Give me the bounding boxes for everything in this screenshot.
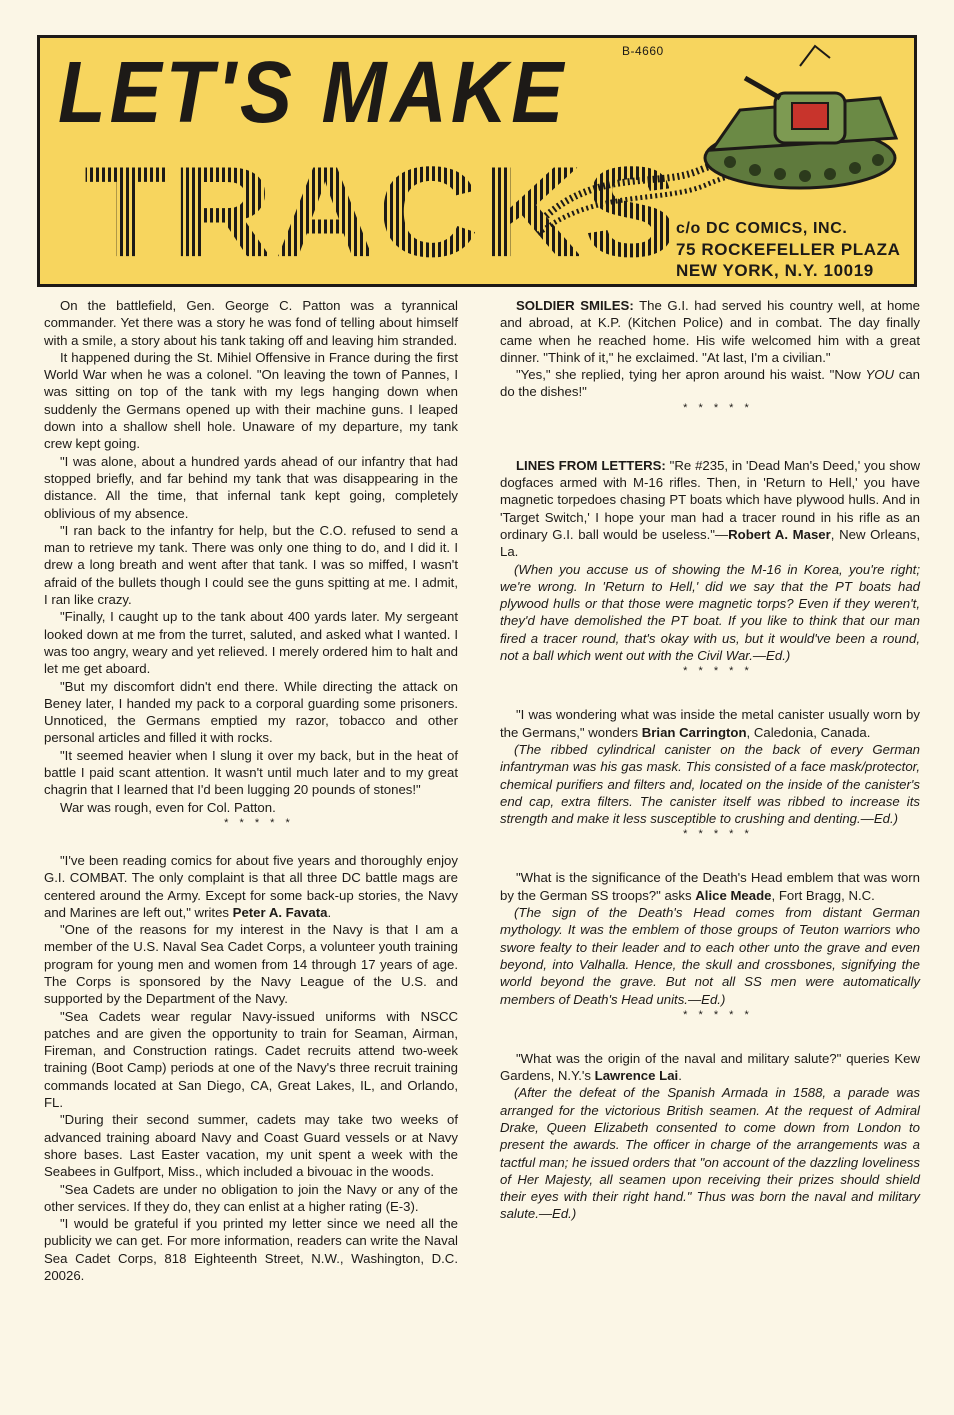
soldier-smiles: SOLDIER SMILES: The G.I. had served his country well, at home and abroad, at K.P. (Kitchen Police) and in combat. The day finally came when he reached home. His wife welcomed him with a great dinner. "Think of it," he exclaimed. "At last, I'm a civilian." [500, 298, 920, 365]
salute-letter: "What was the origin of the naval and military salute?" queries Kew Gardens, N.Y.'s Lawrence Lai. [500, 1050, 920, 1084]
patton-paragraph-1: On the battlefield, Gen. George C. Patton was a tyrannical commander. Yet there was a story he was fond of telling about himself with a smile, a story about his tank taking off and leaving him stranded. [44, 298, 458, 348]
title-tracks: TRACKS [84, 139, 680, 284]
editor-reply: (The sign of the Death's Head comes from distant German mythology. It was the emblem of those groups of Teuton warriors who swore fealty to their leader and to each other unto the grave and even beyond, into Valhalla. Hence, the skull and crossbones, signifying the world beyond the grave. But not all SS men were automatically members of Death's Head units.—Ed.) [500, 905, 920, 1007]
editor-reply: (After the defeat of the Spanish Armada in 1588, a parade was arranged for the victorious British seamen. At the request of Admiral Drake, Queen Elizabeth consented to come down from London to present the awards. The officer in charge of the arrangements was a tactful man; he issued orders that "on account of the dazzling loveliness of Her Majesty, all seamen upon receiving their prizes should shield their eyes with their right hand." Thus was born the naval and military salute.—Ed.) [500, 1085, 920, 1222]
patton-paragraph-5: "Finally, I caught up to the tank about 400 yards later. My sergeant looked down at me from the turret, saluted, and asked what I wanted. I was too angry, weary and yet relieved. I merely ordered him to halt and let me get aboard. [44, 609, 458, 677]
lines-from-letters: LINES FROM LETTERS: "Re #235, in 'Dead Man's Deed,' you show dogfaces armed with M-16 rifles. Then, in 'Return to Hell,' you have magnetic torpedoes chasing PT boats which have plywood hulls. And in 'Target Switch,' I hope your man had a tracer round in his rifle as an ordinary G.I. ball would be useless."—Robert A. Maser, New Orleans, La. [500, 457, 920, 560]
title-lets-make: LET'S MAKE [58, 42, 568, 141]
separator: * * * * * [683, 1008, 753, 1021]
letter-writer-name: Robert A. Maser [728, 526, 831, 542]
editor-reply: (The ribbed cylindrical canister on the back of every German infantryman was his gas mask. This consisted of a face mask/protector, chemical purifiers and filters and, located on the inside of the canister's end cap, extra filters. The canister itself was ribbed to increase its strength and make it less susceptible to crushing and denting.—Ed.) [500, 741, 920, 827]
favata-letter-2: "One of the reasons for my interest in the Navy is that I am a member of the U.S. Naval Sea Cadet Corps, a volunteer youth training program for young men and women from 14 through 17 years of age. The Corps is sponsored by the Navy League of the U.S. and supported by the Department of the Navy. [44, 922, 458, 1007]
separator: * * * * * [224, 816, 294, 829]
patton-paragraph-3: "I was alone, about a hundred yards ahead of our infantry that had stopped briefly, and far behind my tank that was disappearing in the distance. All the time, that infernal tank kept going, completely oblivious of my absence. [44, 453, 458, 521]
left-column [44, 297, 458, 1284]
canister-letter: "I was wondering what was inside the metal canister usually worn by the Germans," wonders Brian Carrington, Caledonia, Canada. [500, 707, 920, 740]
page-code: B-4660 [622, 44, 664, 58]
patton-paragraph-2: It happened during the St. Mihiel Offensive in France during the first World War when he was a colonel. "On leaving the town of Pannes, I was sitting on top of the tank with my legs hanging down when suddenly the Germans opened up with their machine guns. I leaped down into a shallow shell hole. Unaware of my departure, my tank crew kept going. [44, 349, 458, 452]
right-column [500, 297, 920, 1223]
section-heading: SOLDIER SMILES: [516, 298, 634, 313]
separator: * * * * * [683, 401, 753, 414]
patton-paragraph-4: "I ran back to the infantry for help, but the C.O. refused to send a man to retrieve my tank. There was only one thing to do, and I did it. I drew a long breath and went after that tank. I was so miffed, I wasn't afraid of the bullets though I could see the guns spitting at me. I admit, I ran like crazy. [44, 522, 458, 608]
separator: * * * * * [683, 665, 753, 678]
address-line-3: NEW YORK, N.Y. 10019 [676, 261, 874, 280]
soldier-smiles-2: "Yes," she replied, tying her apron around his waist. "Now YOU can do the dishes!" [500, 367, 920, 400]
editor-reply: (When you accuse us of showing the M-16 in Korea, you're right; we're wrong. In 'Return to Hell,' did we say that the PT boats had plywood hulls or that those were magnetic torps? Even if they weren't, they'd have demolished the PT boat. If you like to think that our man fired a tracer round, that's okay with us, but it would've been a round, not a ball which went out with the Civil War.—Ed.) [500, 561, 920, 664]
patton-paragraph-6: "But my discomfort didn't end there. While directing the attack on Beney later, I handed my pack to a corporal guarding some prisoners. Unnoticed, the Germans emptied my razor, tobacco and other personal articles and filled it with rocks. [44, 678, 458, 746]
favata-letter-4: "During their second summer, cadets may take two weeks of advanced training aboard Navy and Coast Guard vessels or at Navy shore bases. Last Easter vacation, my unit spent a week with the Seabees in Gulfport, Miss., which included a bivouac in the woods. [44, 1112, 458, 1180]
patton-paragraph-7: "It seemed heavier when I slung it over my back, but in the heat of battle I paid scant attention. It wasn't until much later and to my great chagrin that I learned that I'd been lugging 20 pounds of stones!" [44, 747, 458, 798]
favata-letter-5: "Sea Cadets are under no obligation to join the Navy or any of the other services. If they do, they can enlist at a higher rating (E-3). [44, 1181, 458, 1214]
letter-writer-name: Alice Meade [695, 887, 772, 903]
address-line-1: c/o DC COMICS, INC. [676, 220, 848, 237]
favata-letter-6: "I would be grateful if you printed my letter since we need all the publicity we can get. For more information, readers can write the Naval Sea Cadet Corps, 818 Eighteenth Street, N.W., Washington, D.C. 20026. [44, 1216, 458, 1284]
header-banner [37, 35, 917, 287]
favata-letter-1: "I've been reading comics for about five years and thoroughly enjoy G.I. COMBAT. The only complaint is that all three DC battle mags are centered around the Army. Except for some back-up stories, the Navy and Marines are left out," writes Peter A. Favata. [44, 852, 458, 920]
letter-writer-name: Peter A. Favata [232, 904, 328, 920]
letter-writer-name: Brian Carrington [641, 724, 747, 740]
separator: * * * * * [683, 828, 753, 841]
letter-writer-name: Lawrence Lai [594, 1068, 679, 1084]
address-line-2: 75 ROCKEFELLER PLAZA [676, 240, 901, 259]
section-heading: LINES FROM LETTERS: [516, 457, 666, 473]
mailing-address [676, 218, 901, 281]
patton-paragraph-8: War was rough, even for Col. Patton. [60, 799, 276, 815]
deaths-head-letter: "What is the significance of the Death's Head emblem that was worn by the German SS troops?" asks Alice Meade, Fort Bragg, N.C. [500, 870, 920, 903]
favata-letter-3: "Sea Cadets wear regular Navy-issued uniforms with NSCC patches and are given the opportunity to train for Seaman, Airman, Fireman, and Construction ratings. Cadet recruits attend two-week training (Boot Camp) periods at one of the Navy's three recruit training commands located at San Diego, CA, Great Lakes, IL, and Orlando, FL. [44, 1008, 458, 1111]
